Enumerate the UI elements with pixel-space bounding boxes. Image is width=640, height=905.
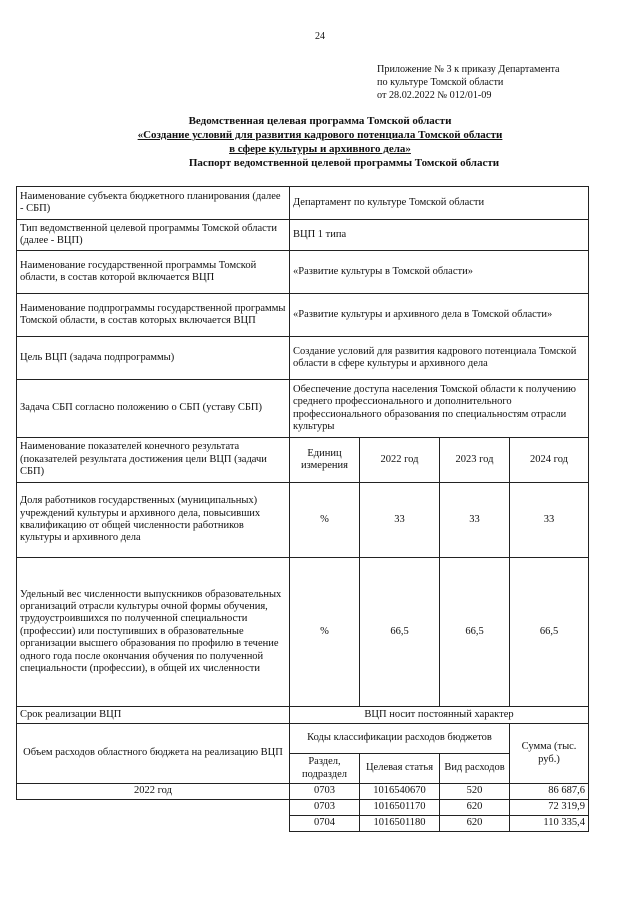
year-header: 2022 год bbox=[360, 438, 440, 483]
term-value: ВЦП носит постоянный характер bbox=[290, 707, 589, 724]
year-header: 2024 год bbox=[510, 438, 589, 483]
table-row bbox=[17, 724, 589, 754]
table-row bbox=[17, 784, 589, 800]
sum-header: Сумма (тыс. руб.) bbox=[510, 724, 589, 784]
type-value: ВЦП 1 типа bbox=[290, 220, 589, 251]
budget-target: 1016501180 bbox=[360, 816, 440, 832]
indicator-unit: % bbox=[290, 558, 360, 707]
appendix-line: от 28.02.2022 № 012/01-09 bbox=[377, 90, 492, 101]
budget-target: 1016540670 bbox=[360, 784, 440, 800]
budget-sum: 72 319,9 bbox=[510, 800, 589, 816]
budget-type: 620 bbox=[440, 816, 510, 832]
table-row bbox=[17, 558, 589, 707]
target-header: Целевая статья bbox=[360, 754, 440, 784]
gp-value: «Развитие культуры в Томской области» bbox=[290, 251, 589, 294]
subprogram-label: Наименование подпрограммы государственной программы Томской области, в состав которых включается ВЦП bbox=[17, 294, 290, 337]
indicator-value: 66,5 bbox=[360, 558, 440, 707]
budget-section: 0704 bbox=[290, 816, 360, 832]
indicator-value: 66,5 bbox=[510, 558, 589, 707]
passport-table bbox=[16, 186, 589, 832]
budget-type: 620 bbox=[440, 800, 510, 816]
section-header: Раздел, подраздел bbox=[290, 754, 360, 784]
goal-value: Создание условий для развития кадрового потенциала Томской области в сфере культуры и архивного дела bbox=[290, 337, 589, 380]
table-row bbox=[17, 187, 589, 220]
table-row bbox=[17, 251, 589, 294]
type-header: Вид расходов bbox=[440, 754, 510, 784]
indicator-unit: % bbox=[290, 483, 360, 558]
task-value: Обеспечение доступа населения Томской области к получению среднего профессионального и дополнительного профессионального образования по специальностям отрасли культуры bbox=[290, 380, 589, 438]
appendix-header bbox=[377, 63, 560, 102]
table-row bbox=[17, 800, 589, 816]
indicators-label: Наименование показателей конечного результата (показателей результата достижения цели ВЦП (задачи СБП) bbox=[17, 438, 290, 483]
budget-section: 0703 bbox=[290, 800, 360, 816]
appendix-line: по культуре Томской области bbox=[377, 77, 504, 88]
budget-label: Объем расходов областного бюджета на реализацию ВЦП bbox=[17, 724, 290, 784]
indicator-value: 66,5 bbox=[440, 558, 510, 707]
title-line-3: в сфере культуры и архивного дела» bbox=[229, 143, 411, 155]
gp-label: Наименование государственной программы Томской области, в состав которой включается ВЦП bbox=[17, 251, 290, 294]
document-title bbox=[0, 114, 640, 170]
passport-title: Паспорт ведомственной целевой программы Томской области bbox=[188, 157, 500, 169]
type-label: Тип ведомственной целевой программы Томской области (далее - ВЦП) bbox=[17, 220, 290, 251]
empty-cell bbox=[17, 816, 290, 832]
page-number: 24 bbox=[315, 31, 325, 42]
indicator-value: 33 bbox=[360, 483, 440, 558]
task-label: Задача СБП согласно положению о СБП (уставу СБП) bbox=[17, 380, 290, 438]
budget-year: 2022 год bbox=[17, 784, 290, 800]
goal-label: Цель ВЦП (задача подпрограммы) bbox=[17, 337, 290, 380]
subprogram-value: «Развитие культуры и архивного дела в Томской области» bbox=[290, 294, 589, 337]
table-row bbox=[17, 707, 589, 724]
appendix-line: Приложение № 3 к приказу Департамента bbox=[377, 64, 560, 75]
indicator-name: Удельный вес численности выпускников образовательных организаций отрасли культуры очной формы обучения, трудоустроившихся по полученной специальности (профессии) или поступивших в образовательные организации высшего образования по профилю в течение одного года после окончания обучения по полученной специальности (профессии), в общей их численности bbox=[17, 558, 290, 707]
empty-cell bbox=[17, 800, 290, 816]
codes-header: Коды классификации расходов бюджетов bbox=[290, 724, 510, 754]
table-row bbox=[17, 380, 589, 438]
table-row bbox=[17, 483, 589, 558]
indicator-value: 33 bbox=[440, 483, 510, 558]
budget-type: 520 bbox=[440, 784, 510, 800]
title-line-2: «Создание условий для развития кадрового потенциала Томской области bbox=[137, 129, 503, 141]
title-line-1: Ведомственная целевая программа Томской области bbox=[188, 115, 452, 127]
budget-sum: 86 687,6 bbox=[510, 784, 589, 800]
table-row bbox=[17, 294, 589, 337]
indicator-name: Доля работников государственных (муниципальных) учреждений культуры и архивного дела, повысивших квалификацию от общей численности работников культуры и архивного дела bbox=[17, 483, 290, 558]
sbp-label: Наименование субъекта бюджетного планирования (далее - СБП) bbox=[17, 187, 290, 220]
sbp-value: Департамент по культуре Томской области bbox=[290, 187, 589, 220]
table-row bbox=[17, 438, 589, 483]
indicator-value: 33 bbox=[510, 483, 589, 558]
table-row bbox=[17, 337, 589, 380]
term-label: Срок реализации ВЦП bbox=[17, 707, 290, 724]
table-row bbox=[17, 220, 589, 251]
unit-header: Единиц измерения bbox=[290, 438, 360, 483]
budget-section: 0703 bbox=[290, 784, 360, 800]
year-header: 2023 год bbox=[440, 438, 510, 483]
budget-sum: 110 335,4 bbox=[510, 816, 589, 832]
budget-target: 1016501170 bbox=[360, 800, 440, 816]
table-row bbox=[17, 816, 589, 832]
